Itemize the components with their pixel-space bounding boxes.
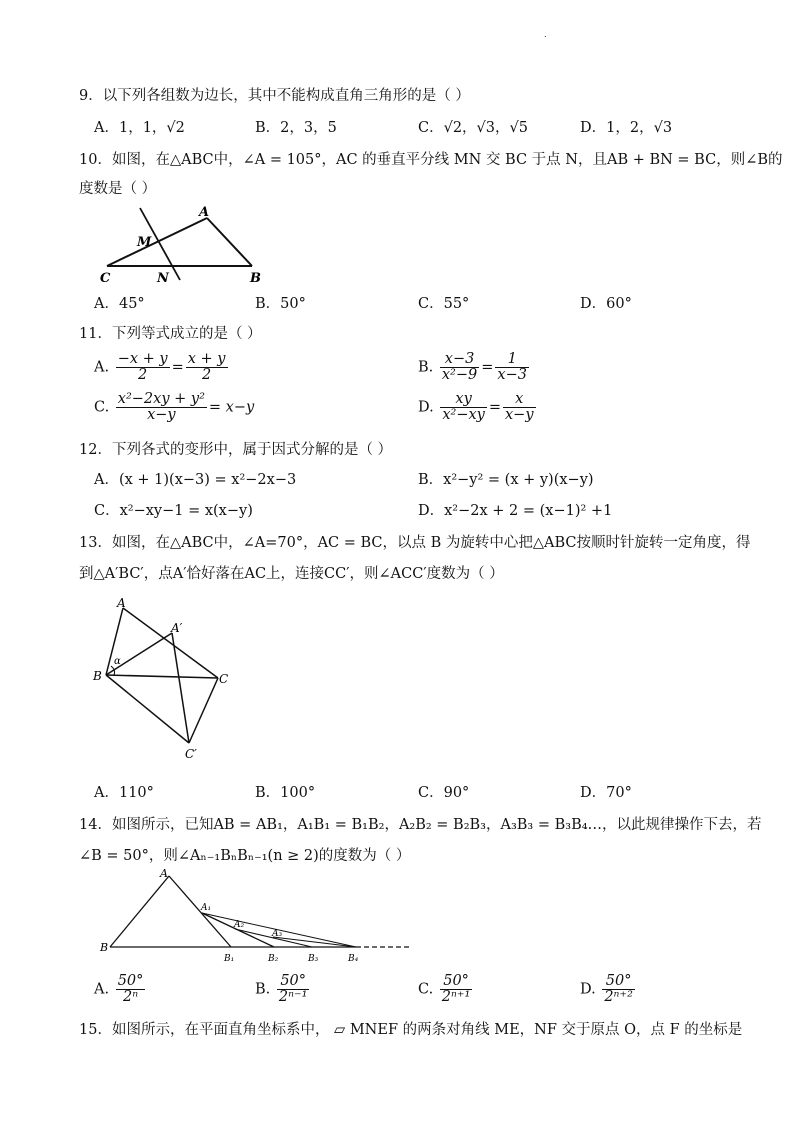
q11-option-b: B. $\frac{x-3}{\text{x²−9}}$ = $\frac{1}{x-3}$ [418, 351, 527, 383]
q14-option-d [580, 974, 637, 1005]
q14-label-a3: A₃ [272, 929, 283, 939]
q9-stem: 9．以下列各组数为边长，其中不能构成直角三角形的是（ ） [79, 88, 470, 104]
q13-option-d: D．70° [580, 785, 632, 801]
q9-option-c: C．√2，√3，√5 [418, 120, 528, 136]
q11-option-b-label: B. [418, 359, 434, 376]
q13-stem-line2: 到△A′BC′，点A′恰好落在AC上，连接CC′，则∠ACC′度数为（ ） [79, 566, 504, 582]
q10-label-n: N [157, 271, 169, 286]
q13-label-alpha: α [114, 656, 121, 667]
q11b-rhs-num: 1 [495, 352, 529, 368]
q13-label-c-prime: C′ [185, 747, 197, 761]
q12-stem: 12．下列各式的变形中，属于因式分解的是（ ） [79, 442, 393, 458]
q11d-rhs-num: x [503, 392, 536, 408]
q10-label-b: B [250, 271, 261, 286]
q14-stem-line1: 14．如图所示，已知AB = AB₁，A₁B₁ = B₁B₂，A₂B₂ = B₂B₃，A₃B₃ = B₃B₄…，以此规律操作下去，若 [79, 817, 762, 833]
q13-stem-line1: 13．如图，在△ABC中，∠A=70°，AC = BC，以点 B 为旋转中心把△ABC按顺时针旋转一定角度，得 [79, 535, 751, 551]
q13-label-b: B [93, 669, 102, 683]
q13-option-a: A．110° [94, 785, 154, 801]
q11d-rhs-den: x−y [505, 407, 534, 423]
q12-option-c: C．x²−xy−1 = x(x−y) [94, 503, 253, 519]
q14-option-c-label: C. [418, 981, 434, 998]
q14-option-c [418, 974, 474, 1005]
q11a-lhs-num: −x + y [117, 351, 168, 367]
q11-option-c-label: C. [94, 399, 110, 416]
q14-label-a: A [160, 867, 168, 880]
q14-label-a2: A₂ [234, 920, 245, 930]
q13-label-a: A [117, 596, 126, 610]
page-mark: . [544, 30, 547, 39]
q10-label-c: C [100, 271, 111, 286]
q14-option-b [255, 974, 311, 1005]
q14-label-b3: B₃ [308, 954, 319, 964]
q12-option-b: B．x²−y² = (x + y)(x−y) [418, 472, 594, 488]
q10-option-d: D．60° [580, 296, 632, 312]
q12-option-d: D．x²−2x + 2 = (x−1)² +1 [418, 503, 613, 519]
q14-label-b2: B₂ [268, 954, 279, 964]
q13-option-b: B．100° [255, 785, 316, 801]
q10-option-c: C．55° [418, 296, 470, 312]
q11d-lhs-den: x²−xy [442, 407, 485, 423]
q14b-num: 50° [277, 974, 310, 990]
q11-option-d: D. $\frac{xy}{\text{x²−xy}}$ = $\frac{x}{x-y}$ [418, 391, 534, 423]
q10-label-m: M [137, 235, 152, 250]
q14-label-b1: B₁ [224, 954, 235, 964]
q11c-rhs: = x−y [208, 399, 255, 416]
q14-label-a1: A₁ [201, 903, 212, 913]
q10-triangle-figure [95, 202, 275, 288]
q10-stem-line2: 度数是（ ） [79, 181, 157, 197]
q14a-num: 50° [117, 973, 144, 989]
q11b-lhs-num: x−3 [440, 352, 479, 368]
q11-option-a-label: A. [94, 359, 110, 376]
q14-sequence-figure [98, 866, 418, 966]
q14-option-d-label: D. [580, 981, 596, 998]
q10-option-a: A．45° [94, 296, 145, 312]
q13-label-a-prime: A′ [171, 621, 183, 635]
q11-stem: 11．下列等式成立的是（ ） [79, 326, 262, 342]
q9-option-a: A．1，1，√2 [94, 120, 185, 136]
q12-option-a: A．(x + 1)(x−3) = x²−2x−3 [94, 472, 297, 488]
q11-option-d-label: D. [418, 399, 434, 416]
q13-rotation-figure [85, 592, 245, 764]
q10-option-b: B．50° [255, 296, 306, 312]
q15-stem: 15．如图所示，在平面直角坐标系中， ▱ MNEF 的两条对角线 ME，NF 交于原点 O，点 F 的坐标是 [79, 1022, 743, 1038]
q14d-num: 50° [602, 974, 635, 990]
q14-option-b-label: B. [255, 981, 271, 998]
q14-option-a [94, 974, 147, 1005]
q14d-den: 2ⁿ⁺² [604, 989, 633, 1005]
q14-option-a-label: A. [94, 981, 110, 998]
q14b-den: 2ⁿ⁻¹ [278, 989, 308, 1005]
q14-label-b4: B₄ [348, 954, 359, 964]
q14c-den: 2ⁿ⁺¹ [441, 989, 471, 1005]
q11a-rhs-den: 2 [202, 367, 212, 383]
q14-label-b: B [100, 941, 109, 954]
q14-stem-line2: ∠B = 50°，则∠Aₙ₋₁BₙBₙ₋₁(n ≥ 2)的度数为（ ） [79, 848, 411, 864]
q11b-rhs-den: x−3 [497, 367, 527, 383]
q10-label-a: A [199, 205, 210, 220]
q11a-rhs-num: x + y [187, 351, 226, 367]
q11d-lhs-num: xy [440, 392, 487, 408]
q11b-lhs-den: x²−9 [441, 367, 478, 383]
q11-option-a: A. $\frac{-x + y}{2}$ = $\frac{x + y}{2}$ [94, 351, 226, 383]
q9-option-d: D．1，2，√3 [580, 120, 673, 136]
q11-option-c [94, 392, 254, 423]
q11c-lhs-num: x²−2xy + y² [117, 391, 205, 407]
q13-option-c: C．90° [418, 785, 470, 801]
q11c-lhs-den: x−y [147, 407, 176, 423]
q14c-num: 50° [440, 974, 473, 990]
q9-option-b: B．2，3，5 [255, 120, 337, 136]
q14a-den: 2ⁿ [123, 989, 139, 1005]
q11a-lhs-den: 2 [138, 367, 148, 383]
q13-label-c: C [219, 672, 229, 686]
q10-stem-line1: 10．如图，在△ABC中，∠A = 105°，AC 的垂直平分线 MN 交 BC 于点 N，且AB + BN = BC，则∠B的 [79, 152, 783, 168]
